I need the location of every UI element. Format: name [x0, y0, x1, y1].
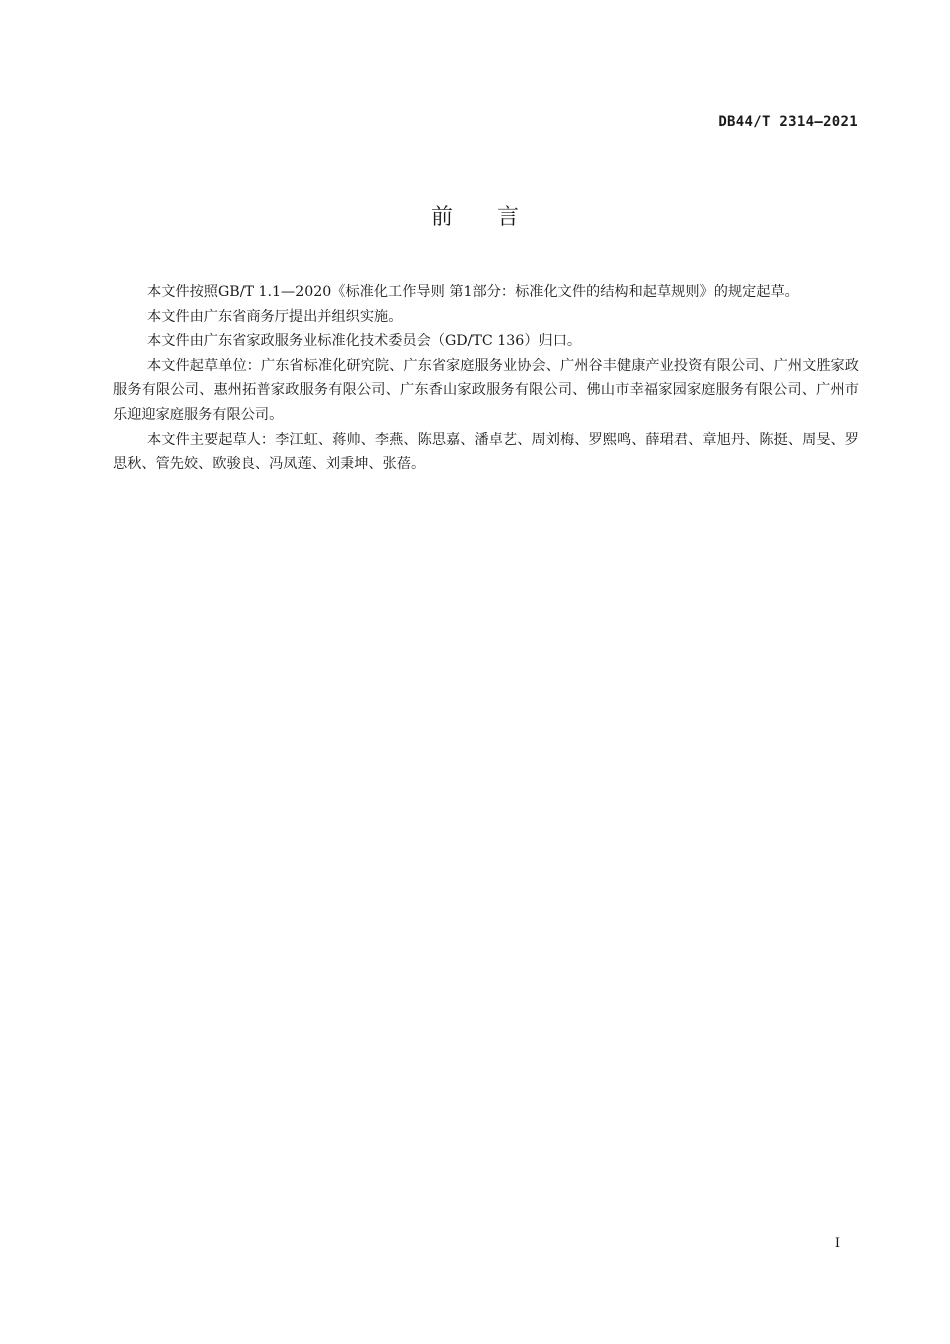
- document-code: DB44/T 2314—2021: [718, 114, 858, 130]
- paragraph-drafting-units: 本文件起草单位：广东省标准化研究院、广东省家庭服务业协会、广州谷丰健康产业投资有限公司、广州文胜家政服务有限公司、惠州拓普家政服务有限公司、广东香山家政服务有限公司、佛山市幸福家园家庭服务有限公司、广州市乐迎迎家庭服务有限公司。: [113, 357, 859, 423]
- paragraph-drafters: 本文件主要起草人：李江虹、蒋帅、李燕、陈思嘉、潘卓艺、周刘梅、罗熙鸣、薛珺君、章旭丹、陈挺、周旻、罗思秋、管先姣、欧骏良、冯凤莲、刘秉坤、张蓓。: [113, 431, 859, 473]
- paragraph-centralized-by: 本文件由广东省家政服务业标准化技术委员会（GD/TC 136）归口。: [147, 333, 582, 350]
- paragraph-proposer: 本文件由广东省商务厅提出并组织实施。: [147, 308, 403, 325]
- foreword-body: [113, 280, 859, 477]
- paragraph-drafting-rules: 本文件按照GB/T 1.1—2020《标准化工作导则 第1部分：标准化文件的结构和起草规则》的规定起草。: [147, 284, 799, 300]
- page-title: 前言: [430, 205, 563, 230]
- page-number: I: [834, 1236, 840, 1251]
